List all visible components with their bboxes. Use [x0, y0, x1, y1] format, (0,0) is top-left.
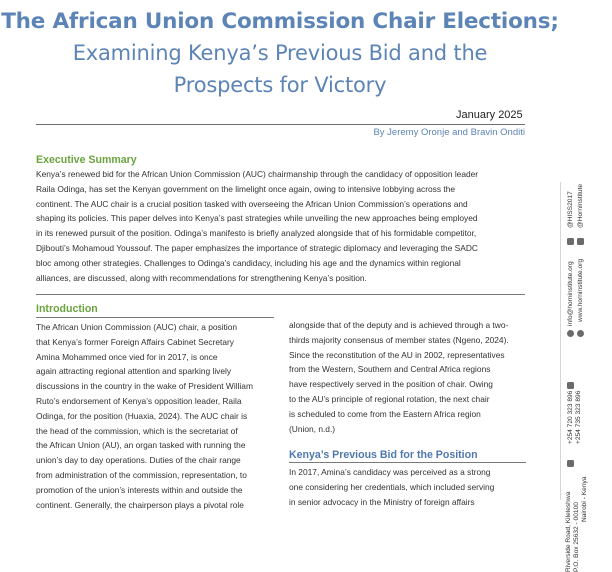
text-line: that Kenya’s former Foreign Affairs Cabinet Secretary	[36, 336, 234, 347]
facebook-handle[interactable]: @HornInstitute	[577, 183, 584, 228]
twitter-icon	[567, 238, 574, 245]
page-subtitle-line2: Prospects for Victory	[173, 73, 387, 97]
text-line: (Union, n.d.)	[289, 423, 336, 434]
text-line: in senior advocacy in the Ministry of foreign affairs	[289, 496, 475, 507]
web-icon	[577, 330, 584, 337]
email-icon	[567, 330, 574, 337]
text-line: union’s day to day operations. Duties of the chair range	[36, 455, 241, 466]
email-address[interactable]: info@horninstitute.org	[567, 261, 574, 326]
executive-summary-text	[36, 167, 525, 285]
text-line: Since the reconstitution of the AU in 2002, representatives	[289, 349, 505, 360]
text-line: one considering her credentials, which included serving	[289, 481, 495, 492]
phone-number-2[interactable]: +254 735 323 896	[575, 390, 582, 444]
introduction-heading: Introduction	[36, 303, 98, 315]
po-box-line: P.O. Box 25632 - 00100	[573, 502, 580, 572]
section-divider	[36, 294, 525, 295]
text-line: Kenya’s renewed bid for the African Union Commission (AUC) chairmanship through the candidacy of opposition leader	[36, 169, 479, 179]
authors-line: By Jeremy Oronje and Bravin Onditi	[373, 127, 525, 138]
previous-bid-heading: Kenya’s Previous Bid for the Position	[289, 449, 478, 461]
text-line: Amina Mohammed once vied for in 2017, is once	[36, 351, 218, 362]
text-line: is scheduled to come from the Eastern Africa region	[289, 408, 481, 419]
text-line: again attracting regional attention and sparking lively	[36, 366, 232, 377]
phone-icon	[567, 382, 574, 389]
text-line: continent. Generally, the chairperson plays a pivotal role	[36, 499, 244, 510]
text-line: promotion of the union’s interests within and outside the	[36, 484, 243, 495]
introduction-underline	[36, 317, 274, 318]
text-line: to the AU’s principle of regional rotation, the next chair	[289, 393, 490, 404]
text-line: shaping its policies. This paper delves into Kenya’s past strategies while unveiling the new approaches being employed	[36, 213, 478, 224]
city-line: Nairobi - Kenya	[581, 476, 588, 522]
page-subtitle-line1: Examining Kenya’s Previous Bid and the	[72, 41, 488, 65]
facebook-icon	[577, 238, 584, 245]
phone-number-1[interactable]: +254 720 323 896	[567, 390, 574, 444]
text-line: In 2017, Amina’s candidacy was perceived as a strong	[289, 467, 491, 477]
text-line: Ruto’s endorsement of Kenya’s opposition leader, Raila	[36, 395, 242, 406]
text-line: bloc among other strategies. Challenges to Odinga’s candidacy, including his age and the dynamics within regional	[36, 257, 461, 268]
text-line: Djibouti’s Mohamoud Youssouf. The paper emphasizes the importance of strategic diplomacy and leveraging the SADC	[36, 242, 478, 253]
introduction-text	[36, 320, 274, 512]
page-title: The African Union Commission Chair Elections;	[1, 9, 559, 34]
location-icon	[567, 460, 574, 467]
text-line: from the Western, Southern and Central Africa regions	[289, 364, 491, 375]
text-line: thirds majority consensus of member states (Ngeno, 2024).	[289, 334, 509, 345]
text-line: Odinga, for the position (Huaxia, 2024). The AUC chair is	[36, 410, 248, 421]
text-line: the head of the commission, which is the secretariat of	[36, 425, 238, 436]
text-line: the African Union (AU), an organ tasked with running the	[36, 440, 246, 451]
publication-date: January 2025	[456, 109, 523, 121]
header-rule	[36, 124, 525, 125]
text-line: have respectively served in the position of chair. Owing	[289, 379, 493, 390]
text-line: alliances, are discussed, along with recommendations for strengthening Kenya’s position.	[36, 272, 367, 283]
text-line: continent. The AUC chair is a crucial position tasked with overseeing the African Union Commission’s operations and	[36, 198, 468, 209]
text-line: The African Union Commission (AUC) chair, a position	[36, 322, 238, 332]
contact-sidebar	[560, 182, 612, 572]
text-line: discussions in the country in the wake of President William	[36, 381, 253, 392]
website-link[interactable]: www.horninstitute.org	[577, 258, 584, 322]
previous-bid-text	[289, 465, 526, 509]
right-column-text	[289, 318, 526, 436]
address-line: Riverside Road, Kileleshwa	[565, 491, 572, 572]
twitter-handle[interactable]: @HISS2017	[567, 191, 574, 228]
text-line: Raila Odinga, has set the Kenyan government on the limelight once again, owing to intensive lobbying across the	[36, 183, 456, 194]
text-line: from administration of the commission, representation, to	[36, 469, 247, 480]
previous-bid-underline	[289, 462, 526, 463]
text-line: alongside that of the deputy and is achieved through a two-	[289, 320, 509, 330]
text-line: in its renewed pursuit of the position. Odinga’s manifesto is briefly analyzed alongside that of his formidable competitor,	[36, 228, 477, 239]
executive-summary-heading: Executive Summary	[36, 154, 137, 166]
